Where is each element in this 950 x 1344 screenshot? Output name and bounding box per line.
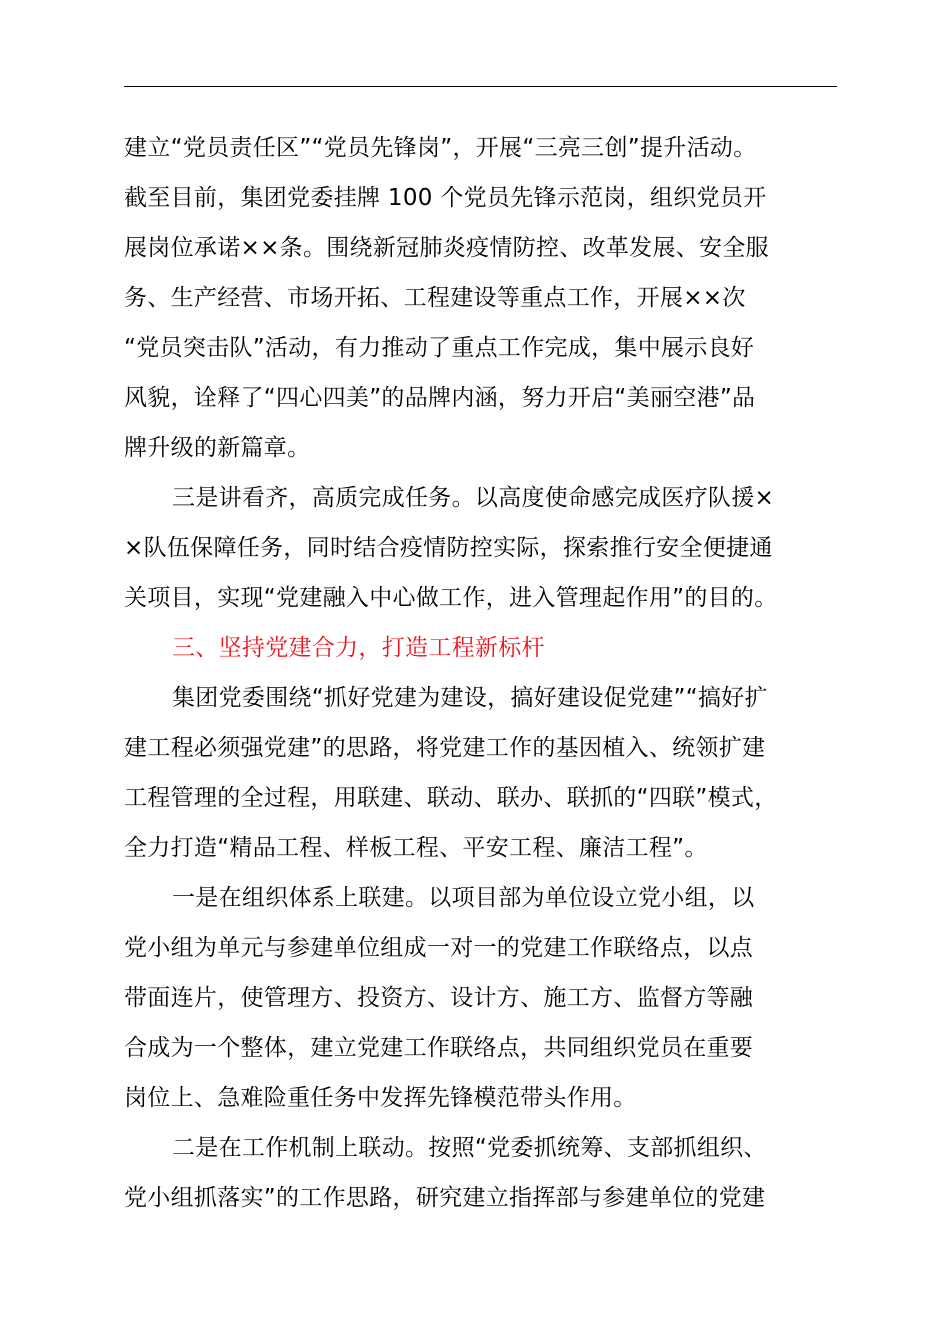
body-line: 建立“党员责任区”“党员先锋岗”，开展“三亮三创”提升活动。 <box>124 135 757 161</box>
body-line: 牌升级的新篇章。 <box>124 435 311 461</box>
body-line: 带面连片，使管理方、投资方、设计方、施工方、监督方等融 <box>124 985 754 1011</box>
body-line: 关项目，实现“党建融入中心做工作，进入管理起作用”的目的。 <box>124 585 778 611</box>
body-line: 截至目前，集团党委挂牌 100 个党员先锋示范岗，组织党员开 <box>124 185 767 211</box>
body-line: 工程管理的全过程，用联建、联动、联办、联抓的“四联”模式， <box>124 785 778 811</box>
body-line: 一是在组织体系上联建。以项目部为单位设立党小组，以 <box>172 885 755 911</box>
body-line: 建工程必须强党建”的思路，将党建工作的基因植入、统领扩建 <box>124 735 766 761</box>
body-line: 二是在工作机制上联动。按照“党委抓统筹、支部抓组织、 <box>172 1135 767 1161</box>
body-line: ×队伍保障任务，同时结合疫情防控实际，探索推行安全便捷通 <box>124 535 773 561</box>
body-line: 岗位上、急难险重任务中发挥先锋模范带头作用。 <box>124 1085 637 1111</box>
body-line: 务、生产经营、市场开拓、工程建设等重点工作，开展××次 <box>124 285 746 311</box>
section-heading: 三、坚持党建合力，打造工程新标杆 <box>172 635 545 661</box>
body-line: 党小组抓落实”的工作思路，研究建立指挥部与参建单位的党建 <box>124 1185 766 1211</box>
body-line: 风貌，诠释了“四心四美”的品牌内涵，努力开启“美丽空港”品 <box>124 385 756 411</box>
body-line: 展岗位承诺××条。围绕新冠肺炎疫情防控、改革发展、安全服 <box>124 235 769 261</box>
body-line: 全力打造“精品工程、样板工程、平安工程、廉洁工程”。 <box>124 835 708 861</box>
header-rule <box>124 86 837 87</box>
body-line: “党员突击队”活动，有力推动了重点工作完成，集中展示良好 <box>124 335 755 361</box>
body-line: 三是讲看齐，高质完成任务。以高度使命感完成医疗队援× <box>172 485 775 511</box>
body-line: 党小组为单元与参建单位组成一对一的党建工作联络点，以点 <box>124 935 754 961</box>
body-line: 合成为一个整体，建立党建工作联络点，共同组织党员在重要 <box>124 1035 754 1061</box>
body-line: 集团党委围绕“抓好党建为建设，搞好建设促党建”“搞好扩 <box>172 685 768 711</box>
